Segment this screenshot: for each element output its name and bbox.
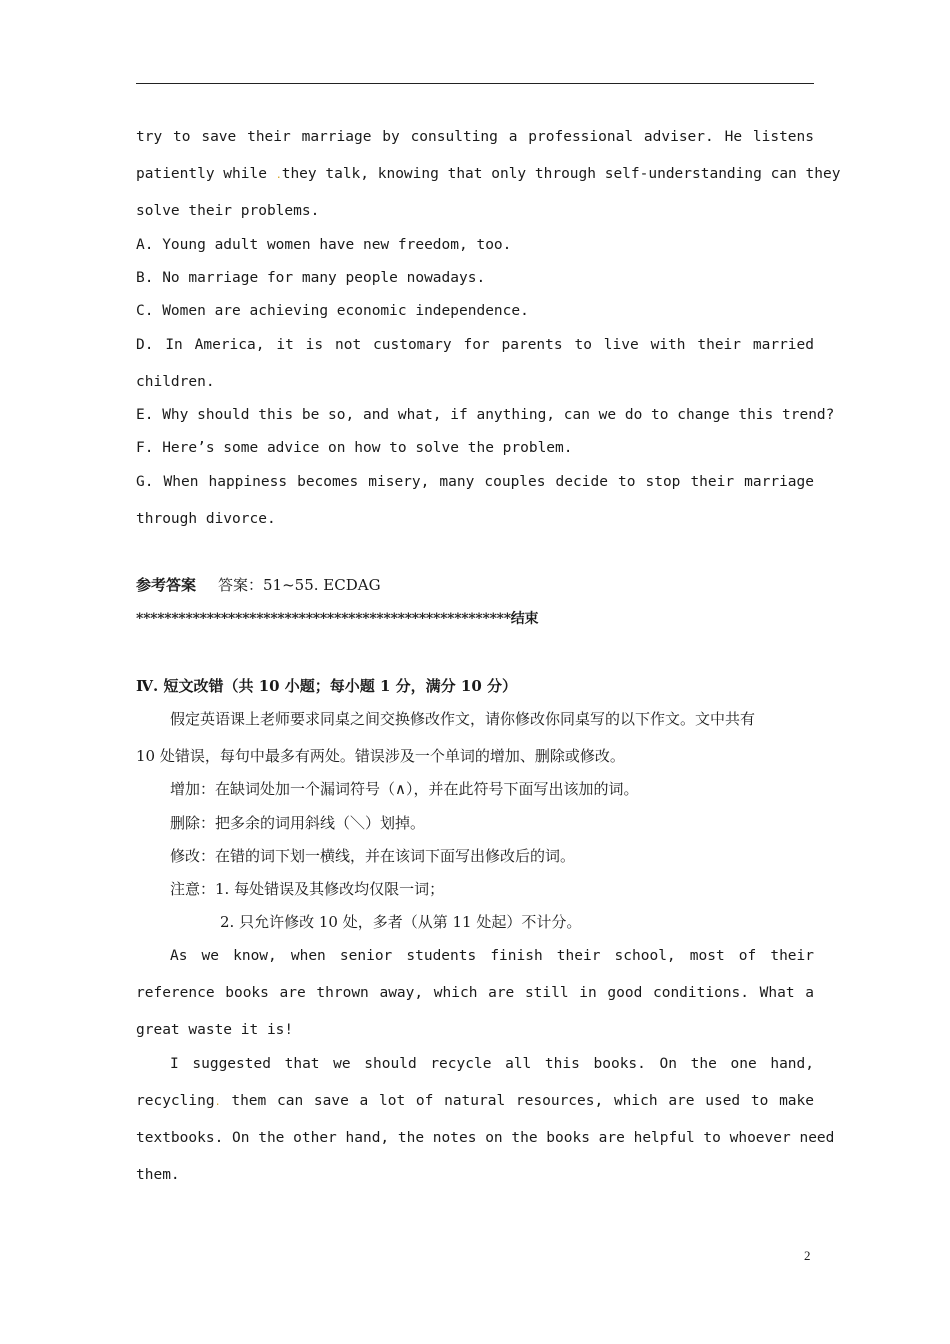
passage-line: solve their problems. (136, 203, 320, 219)
option-a: A. Young adult women have new freedom, too. (136, 237, 512, 253)
essay-line: reference books are thrown away, which are still in good conditions. What a (136, 985, 814, 1001)
essay-line: I suggested that we should recycle all this books. On the one hand, (170, 1056, 814, 1072)
edit-mark: . (275, 170, 282, 181)
essay-line: textbooks. On the other hand, the notes on the books are helpful to whoever need (136, 1130, 835, 1146)
option-c: C. Women are achieving economic independence. (136, 303, 529, 319)
option-e: E. Why should this be so, and what, if anything, can we do to change this trend? (136, 407, 835, 423)
essay-line: them. (136, 1167, 180, 1183)
answer-line (136, 575, 814, 595)
answer-label: 参考答案 (136, 576, 197, 594)
essay-line: As we know, when senior students finish their school, most of their (170, 948, 814, 964)
passage-line: try to save their marriage by consulting a professional adviser. He listens (136, 129, 814, 145)
end-marker: *****************************************************结束 (136, 611, 539, 627)
note-2: 2. 只允许修改 10 处，多者（从第 11 处起）不计分。 (220, 913, 582, 931)
header-rule (136, 83, 814, 84)
delete-rule: 删除：把多余的词用斜线（＼）划掉。 (170, 814, 426, 832)
essay-line: recycling. them can save a lot of natural resources, which are used to make (136, 1093, 814, 1109)
option-f: F. Here’s some advice on how to solve the problem. (136, 440, 573, 456)
note-1: 注意：1. 每处错误及其修改均仅限一词； (170, 880, 445, 898)
option-g: G. When happiness becomes misery, many couples decide to stop their marriage (136, 474, 814, 490)
option-g-cont: through divorce. (136, 511, 276, 527)
intro-line: 假定英语课上老师要求同桌之间交换修改作文，请你修改你同桌写的以下作文。文中共有 (170, 710, 756, 728)
modify-rule: 修改：在错的词下划一横线，并在该词下面写出修改后的词。 (170, 847, 576, 865)
essay-line: great waste it is! (136, 1022, 294, 1038)
passage-line: patiently while .they talk, knowing that only through self-understanding can they (136, 166, 841, 182)
section-title: Ⅳ. 短文改错（共 10 小题；每小题 1 分，满分 10 分） (136, 677, 517, 695)
answer-text: 答案：51~55. ECDAG (218, 576, 381, 594)
option-d-cont: children. (136, 374, 215, 390)
add-rule: 增加：在缺词处加一个漏词符号（∧），并在此符号下面写出该加的词。 (170, 780, 639, 798)
page-number: 2 (804, 1248, 811, 1263)
option-d: D. In America, it is not customary for parents to live with their married (136, 337, 814, 353)
intro-line: 10 处错误，每句中最多有两处。错误涉及一个单词的增加、删除或修改。 (136, 747, 625, 765)
option-b: B. No marriage for many people nowadays. (136, 270, 486, 286)
edit-mark: . (214, 1097, 221, 1108)
